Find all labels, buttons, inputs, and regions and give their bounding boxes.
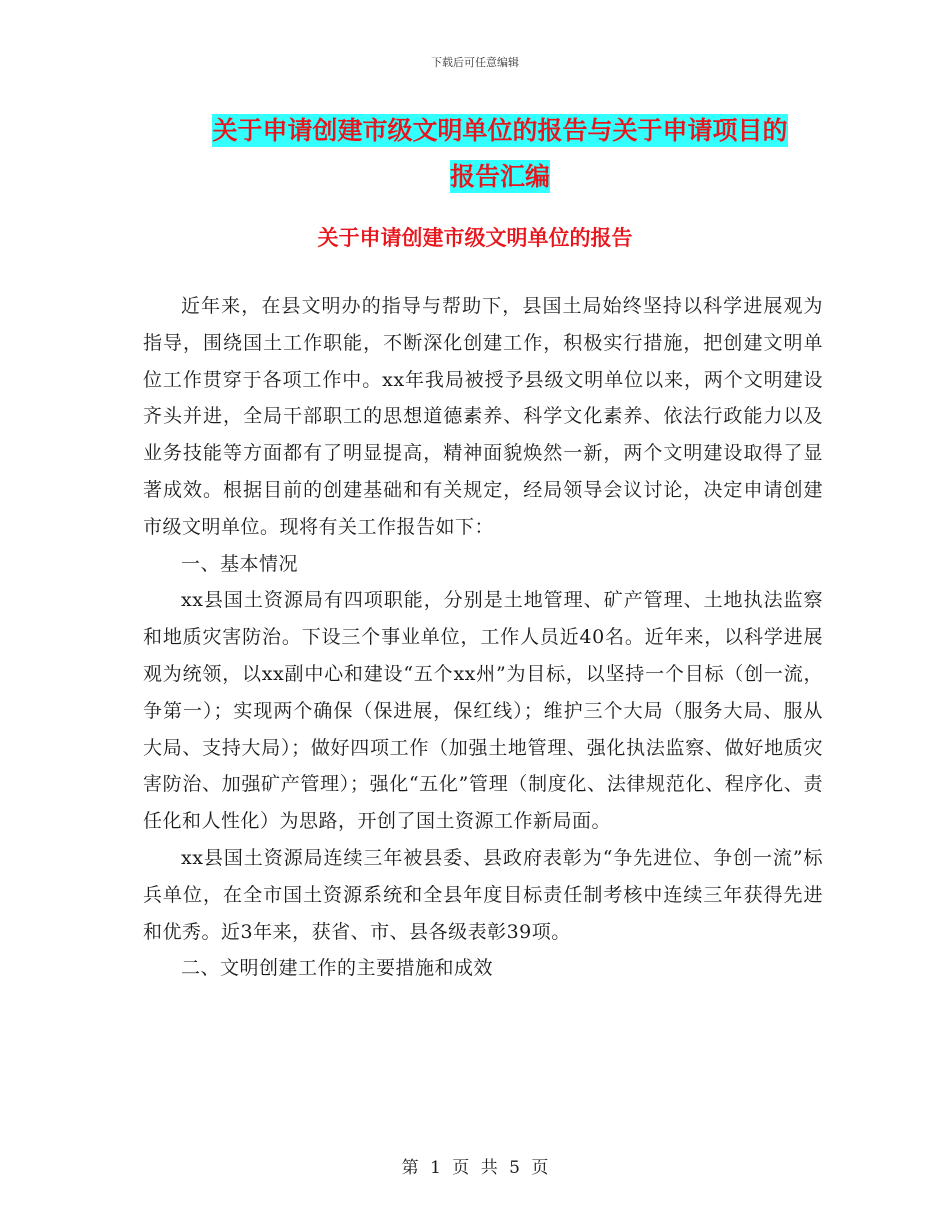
page-number-footer: 第 1 页 共 5 页 <box>401 1158 549 1178</box>
body-paragraph-awards: xx县国土资源局连续三年被县委、县政府表彰为“争先进位、争创一流”标兵单位，在全市国土资源系统和全县年度目标责任制考核中连续三年获得先进和优秀。近3年来，获省、市、县各级表彰39项。 <box>143 846 823 943</box>
document-title <box>120 108 880 200</box>
document-body <box>143 288 823 987</box>
page-header-note: 下载后可任意编辑 <box>431 56 519 69</box>
document-title-line-2: 报告汇编 <box>449 162 550 191</box>
section-heading-basic-info: 一、基本情况 <box>181 552 299 575</box>
document-title-line-1: 关于申请创建市级文明单位的报告与关于申请项目的 <box>212 116 788 145</box>
body-paragraph-intro: 近年来，在县文明办的指导与帮助下，县国土局始终坚持以科学进展观为指导，围绕国土工作职能，不断深化创建工作，积极实行措施，把创建文明单位工作贯穿于各项工作中。xx年我局被授予县级文明单位以来，两个文明建设齐头并进，全局干部职工的思想道德素养、科学文化素养、依法行政能力以及业务技能等方面都有了明显提高，精神面貌焕然一新，两个文明建设取得了显著成效。根据目前的创建基础和有关规定，经局领导会议讨论，决定申请创建市级文明单位。现将有关工作报告如下： <box>143 295 823 538</box>
section-heading-measures: 二、文明创建工作的主要措施和成效 <box>181 957 494 980</box>
body-paragraph-functions: xx县国土资源局有四项职能，分别是土地管理、矿产管理、土地执法监察和地质灾害防治。下设三个事业单位，工作人员近40名。近年来，以科学进展观为统领，以xx副中心和建设“五个xx州”为目标，以坚持一个目标（创一流，争第一）；实现两个确保（保进展，保红线）；维护三个大局（服务大局、服从大局、支持大局）；做好四项工作（加强土地管理、强化执法监察、做好地质灾害防治、加强矿产管理）；强化“五化”管理（制度化、法律规范化、程序化、责任化和人性化）为思路，开创了国土资源工作新局面。 <box>143 589 823 833</box>
section-title: 关于申请创建市级文明单位的报告 <box>317 225 633 250</box>
